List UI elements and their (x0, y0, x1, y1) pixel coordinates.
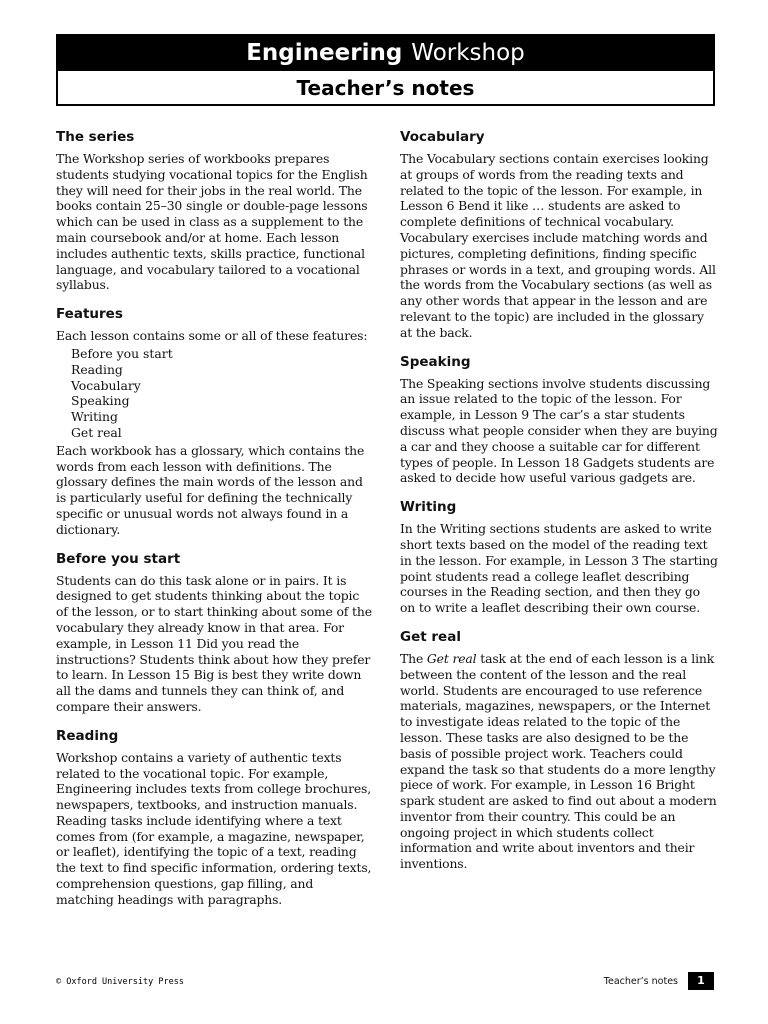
getreal-text-before: The (400, 650, 427, 666)
getreal-text (400, 651, 718, 872)
features-intro: Each lesson contains some or all of these features: (56, 328, 368, 344)
section-writing (400, 498, 718, 616)
features-text: Each workbook has a glossary, which contains the words from each lesson with definitions. The glossary defines the main words of the lesson and is particularly useful for defining the technically specific or unusual words not always found in a dictionary. (56, 442, 365, 537)
list-item: Before you start (71, 345, 173, 361)
page-footer (604, 972, 714, 990)
series-heading: The series (56, 129, 135, 145)
vocabulary-text: The Vocabulary sections contain exercises looking at groups of words from the reading texts and related to the topic of the lesson. For example, in Lesson 6 Bend it like … students are asked to complete definitions of technical vocabulary. Vocabulary exercises include matching words and pictures, completing definitions, finding specific phrases or words in a text, and grouping words. All the words from the Vocabulary sections (as well as any other words that appear in the lesson and are relevant to the topic) are included in the glossary at the back. (400, 151, 716, 340)
series-text: The Workshop series of workbooks prepares students studying vocational topics for the English they will need for their jobs in the real world. The books contain 25–30 single or double-page lessons which can be used in class as a supplement to the main coursebook and/or at home. Each lesson includes authentic texts, skills practice, functional language, and vocabulary tailored to a vocational syllabus. (56, 151, 368, 293)
section-reading (56, 727, 374, 908)
header-title-bar (58, 36, 713, 71)
list-item: Reading (71, 361, 123, 377)
reading-heading: Reading (56, 727, 119, 744)
copyright-notice: © Oxford University Press (56, 977, 184, 987)
page-number: 1 (688, 972, 714, 990)
section-before-you-start (56, 550, 374, 715)
features-list (71, 346, 374, 441)
footer-label: Teacher’s notes (603, 975, 678, 987)
right-column (400, 128, 718, 884)
section-speaking (400, 353, 718, 487)
before-text: Students can do this task alone or in pairs. It is designed to get students thinking about the topic of the lesson, or to start thinking about some of the vocabulary they already know in that area. For example, in Lesson 11 Did you read the instructions? Students think about how they prefer to learn. In Lesson 15 Big is best they write down all the dams and tunnels they can think of, and compare their answers. (56, 572, 372, 714)
section-features (56, 305, 374, 537)
section-vocabulary (400, 128, 718, 341)
list-item: Writing (71, 409, 118, 425)
list-item: Speaking (71, 393, 130, 409)
title-light: Workshop (411, 40, 525, 66)
before-heading: Before you start (56, 550, 181, 567)
section-get-real (400, 628, 718, 872)
getreal-text-after: task at the end of each lesson is a link between the content of the lesson and the real world. Students are encouraged to use reference materials, magazines, newspapers, or the Internet to investigate ideas related to the topic of the lesson. These tasks are also designed to be the basis of possible project work. Teachers could expand the task so that students do a more lengthy piece of work. For example, in Lesson 16 Bright spark student are asked to find out about a modern inventor from their country. This could be an ongoing project in which students collect information and write about inventors and their inventions. (400, 650, 717, 872)
speaking-heading: Speaking (400, 353, 471, 370)
title-bold: Engineering (246, 40, 403, 66)
list-item: Vocabulary (71, 377, 141, 393)
reading-text: Workshop contains a variety of authentic texts related to the vocational topic. For example, Engineering includes texts from college brochures, newspapers, textbooks, and instruction manuals. Reading tasks include identifying where a text comes from (for example, a magazine, newspaper, or leaflet), identifying the topic of a text, reading the text to find specific information, ordering texts, comprehension questions, gap filling, and matching headings with paragraphs. (56, 749, 372, 907)
left-column (56, 128, 374, 920)
writing-text: In the Writing sections students are asked to write short texts based on the model of the reading text in the lesson. For example, in Lesson 3 The starting point students read a college leaflet describing courses in the Reading section, and then they go on to write a leaflet describing their own course. (400, 521, 718, 616)
getreal-heading: Get real (400, 628, 461, 645)
speaking-text: The Speaking sections involve students discussing an issue related to the topic of the lesson. For example, in Lesson 9 The car’s a star students discuss what people consider when they are buying a car and they choose a suitable car for different types of people. In Lesson 18 Gadgets students are asked to decide how useful various gadgets are. (400, 375, 718, 486)
section-series (56, 128, 374, 293)
page-subtitle: Teacher’s notes (296, 75, 475, 100)
page-header (56, 34, 715, 106)
list-item: Get real (71, 424, 122, 440)
writing-heading: Writing (400, 499, 457, 516)
vocabulary-heading: Vocabulary (400, 129, 485, 145)
getreal-text-italic: Get real (426, 650, 477, 666)
features-heading: Features (56, 306, 123, 323)
